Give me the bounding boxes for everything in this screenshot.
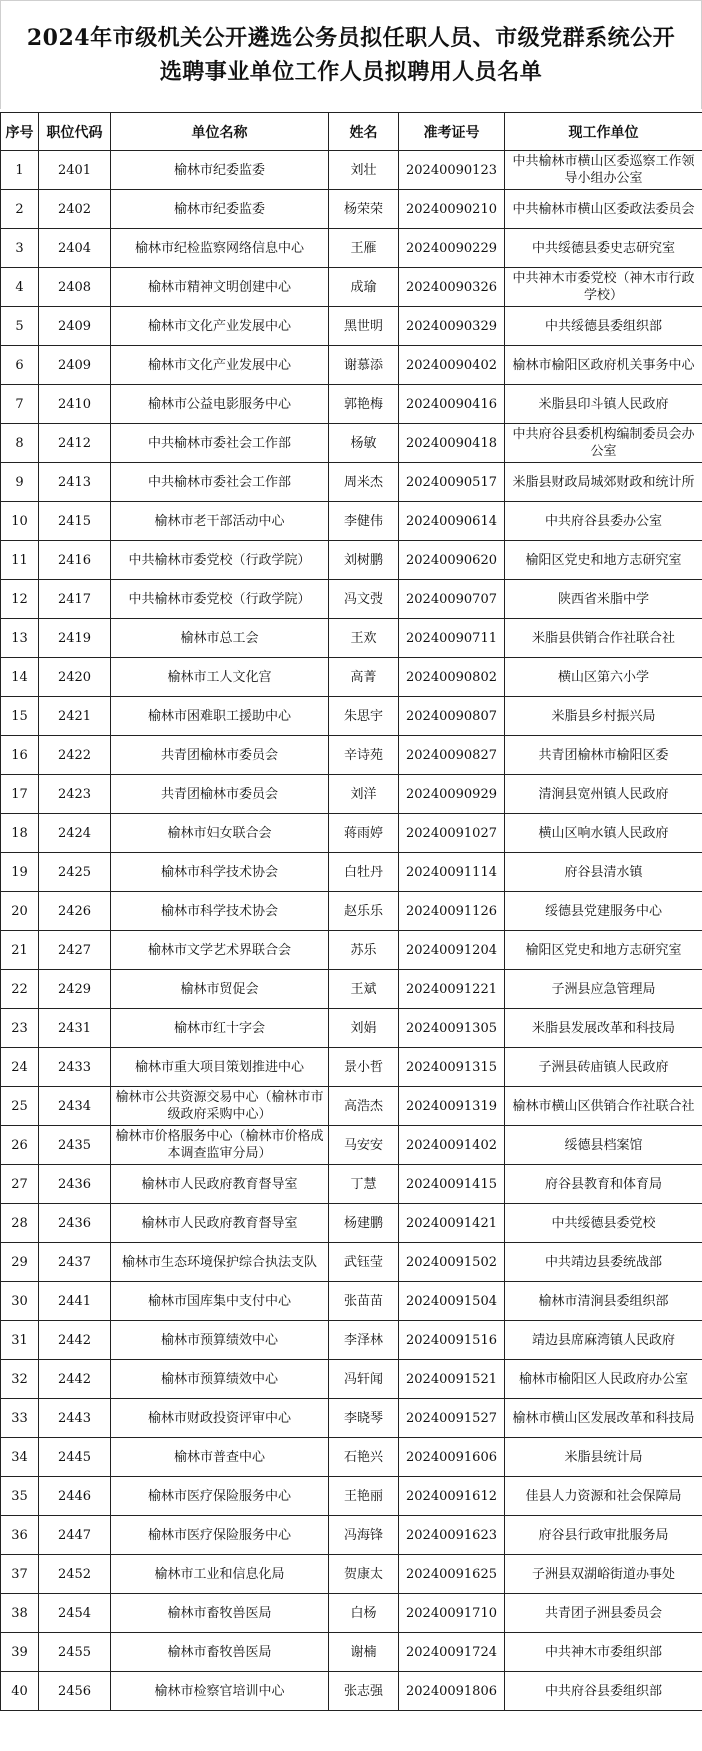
cell-position-code: 2445 [39,1438,111,1477]
cell-unit-name: 榆林市纪检监察网络信息中心 [111,229,329,268]
table-row [1,1516,702,1555]
cell-index: 10 [1,502,39,541]
cell-exam-number: 20240090929 [399,775,505,814]
header-unit-name: 单位名称 [111,113,329,151]
cell-unit-name: 榆林市文化产业发展中心 [111,346,329,385]
cell-position-code: 2436 [39,1165,111,1204]
table-row [1,1243,702,1282]
table-row [1,1126,702,1165]
cell-exam-number: 20240090229 [399,229,505,268]
cell-current-workplace: 中共府谷县委组织部 [505,1672,702,1711]
cell-exam-number: 20240090326 [399,268,505,307]
cell-index: 5 [1,307,39,346]
cell-exam-number: 20240090711 [399,619,505,658]
cell-index: 30 [1,1282,39,1321]
cell-person-name: 白牡丹 [329,853,399,892]
cell-person-name: 李泽林 [329,1321,399,1360]
table-row [1,346,702,385]
cell-index: 17 [1,775,39,814]
table-row [1,1399,702,1438]
cell-current-workplace: 米脂县发展改革和科技局 [505,1009,702,1048]
table-row [1,1165,702,1204]
table-row [1,190,702,229]
table-row [1,1321,702,1360]
table-row [1,1282,702,1321]
cell-position-code: 2410 [39,385,111,424]
cell-person-name: 杨建鹏 [329,1204,399,1243]
cell-unit-name: 中共榆林市委社会工作部 [111,463,329,502]
table-row [1,1594,702,1633]
cell-exam-number: 20240091402 [399,1126,505,1165]
cell-index: 26 [1,1126,39,1165]
cell-current-workplace: 中共绥德县委组织部 [505,307,702,346]
cell-index: 25 [1,1087,39,1126]
cell-position-code: 2420 [39,658,111,697]
cell-unit-name: 榆林市文化产业发展中心 [111,307,329,346]
cell-index: 35 [1,1477,39,1516]
cell-position-code: 2412 [39,424,111,463]
cell-current-workplace: 米脂县印斗镇人民政府 [505,385,702,424]
cell-person-name: 冯轩闻 [329,1360,399,1399]
cell-exam-number: 20240091027 [399,814,505,853]
cell-position-code: 2413 [39,463,111,502]
cell-position-code: 2434 [39,1087,111,1126]
cell-person-name: 朱思宇 [329,697,399,736]
cell-exam-number: 20240090707 [399,580,505,619]
cell-current-workplace: 中共府谷县委办公室 [505,502,702,541]
cell-index: 34 [1,1438,39,1477]
cell-index: 6 [1,346,39,385]
cell-person-name: 黑世明 [329,307,399,346]
cell-exam-number: 20240091806 [399,1672,505,1711]
cell-unit-name: 榆林市文学艺术界联合会 [111,931,329,970]
table-row [1,1048,702,1087]
cell-person-name: 高菁 [329,658,399,697]
cell-index: 7 [1,385,39,424]
cell-unit-name: 榆林市检察官培训中心 [111,1672,329,1711]
cell-unit-name: 榆林市公共资源交易中心（榆林市市级政府采购中心） [111,1087,329,1126]
table-row [1,151,702,190]
cell-unit-name: 榆林市价格服务中心（榆林市价格成本调查监审分局） [111,1126,329,1165]
cell-exam-number: 20240091516 [399,1321,505,1360]
cell-exam-number: 20240090802 [399,658,505,697]
cell-person-name: 高浩杰 [329,1087,399,1126]
cell-exam-number: 20240090329 [399,307,505,346]
cell-exam-number: 20240090807 [399,697,505,736]
cell-unit-name: 榆林市重大项目策划推进中心 [111,1048,329,1087]
header-index: 序号 [1,113,39,151]
cell-current-workplace: 榆阳区党史和地方志研究室 [505,931,702,970]
table-row [1,853,702,892]
cell-person-name: 冯海锋 [329,1516,399,1555]
cell-unit-name: 榆林市人民政府教育督导室 [111,1165,329,1204]
cell-position-code: 2442 [39,1360,111,1399]
table-row [1,1555,702,1594]
cell-index: 4 [1,268,39,307]
cell-current-workplace: 府谷县清水镇 [505,853,702,892]
cell-current-workplace: 靖边县席麻湾镇人民政府 [505,1321,702,1360]
cell-person-name: 石艳兴 [329,1438,399,1477]
cell-unit-name: 榆林市妇女联合会 [111,814,329,853]
cell-current-workplace: 共青团榆林市榆阳区委 [505,736,702,775]
table-row [1,814,702,853]
title-line-2: 选聘事业单位工作人员拟聘用人员名单 [159,59,543,85]
cell-person-name: 刘洋 [329,775,399,814]
cell-index: 22 [1,970,39,1009]
cell-exam-number: 20240091315 [399,1048,505,1087]
cell-index: 38 [1,1594,39,1633]
cell-current-workplace: 府谷县教育和体育局 [505,1165,702,1204]
cell-unit-name: 榆林市医疗保险服务中心 [111,1477,329,1516]
cell-exam-number: 20240090614 [399,502,505,541]
cell-unit-name: 榆林市人民政府教育督导室 [111,1204,329,1243]
cell-current-workplace: 米脂县供销合作社联合社 [505,619,702,658]
cell-position-code: 2409 [39,307,111,346]
cell-unit-name: 榆林市工业和信息化局 [111,1555,329,1594]
cell-exam-number: 20240090827 [399,736,505,775]
cell-index: 14 [1,658,39,697]
header-current-workplace: 现工作单位 [505,113,702,151]
cell-person-name: 谢楠 [329,1633,399,1672]
cell-current-workplace: 榆林市横山区发展改革和科技局 [505,1399,702,1438]
cell-unit-name: 榆林市科学技术协会 [111,892,329,931]
cell-position-code: 2456 [39,1672,111,1711]
cell-position-code: 2447 [39,1516,111,1555]
cell-index: 11 [1,541,39,580]
cell-unit-name: 榆林市精神文明创建中心 [111,268,329,307]
cell-position-code: 2424 [39,814,111,853]
cell-current-workplace: 绥德县党建服务中心 [505,892,702,931]
cell-exam-number: 20240091305 [399,1009,505,1048]
cell-index: 24 [1,1048,39,1087]
cell-unit-name: 榆林市预算绩效中心 [111,1321,329,1360]
cell-unit-name: 中共榆林市委党校（行政学院） [111,541,329,580]
cell-position-code: 2416 [39,541,111,580]
cell-position-code: 2408 [39,268,111,307]
table-row [1,1360,702,1399]
cell-exam-number: 20240091710 [399,1594,505,1633]
cell-current-workplace: 共青团子洲县委员会 [505,1594,702,1633]
cell-index: 2 [1,190,39,229]
cell-unit-name: 榆林市老干部活动中心 [111,502,329,541]
cell-position-code: 2409 [39,346,111,385]
cell-exam-number: 20240091415 [399,1165,505,1204]
cell-index: 13 [1,619,39,658]
title-line-1: 2024年市级机关公开遴选公务员拟任职人员、市级党群系统公开 [26,25,676,51]
table-row [1,970,702,1009]
cell-exam-number: 20240091204 [399,931,505,970]
cell-exam-number: 20240090517 [399,463,505,502]
cell-position-code: 2402 [39,190,111,229]
cell-position-code: 2425 [39,853,111,892]
table-header-row [1,113,702,151]
table-row [1,424,702,463]
cell-index: 37 [1,1555,39,1594]
cell-position-code: 2404 [39,229,111,268]
cell-current-workplace: 中共神木市委党校（神木市行政学校） [505,268,702,307]
cell-unit-name: 共青团榆林市委员会 [111,775,329,814]
cell-unit-name: 榆林市红十字会 [111,1009,329,1048]
cell-position-code: 2436 [39,1204,111,1243]
cell-unit-name: 共青团榆林市委员会 [111,736,329,775]
cell-index: 1 [1,151,39,190]
cell-position-code: 2441 [39,1282,111,1321]
cell-person-name: 张志强 [329,1672,399,1711]
cell-index: 15 [1,697,39,736]
cell-position-code: 2455 [39,1633,111,1672]
cell-index: 32 [1,1360,39,1399]
cell-unit-name: 榆林市生态环境保护综合执法支队 [111,1243,329,1282]
cell-unit-name: 榆林市工人文化宫 [111,658,329,697]
cell-person-name: 刘树鹏 [329,541,399,580]
cell-index: 33 [1,1399,39,1438]
cell-exam-number: 20240091502 [399,1243,505,1282]
cell-person-name: 王艳丽 [329,1477,399,1516]
cell-current-workplace: 陕西省米脂中学 [505,580,702,619]
cell-position-code: 2437 [39,1243,111,1282]
cell-position-code: 2415 [39,502,111,541]
cell-position-code: 2452 [39,1555,111,1594]
cell-unit-name: 榆林市普查中心 [111,1438,329,1477]
cell-position-code: 2442 [39,1321,111,1360]
cell-current-workplace: 米脂县财政局城郊财政和统计所 [505,463,702,502]
cell-current-workplace: 清涧县宽州镇人民政府 [505,775,702,814]
cell-position-code: 2446 [39,1477,111,1516]
cell-current-workplace: 中共榆林市横山区委政法委员会 [505,190,702,229]
cell-index: 20 [1,892,39,931]
cell-person-name: 王雁 [329,229,399,268]
cell-person-name: 杨敏 [329,424,399,463]
cell-index: 19 [1,853,39,892]
cell-position-code: 2454 [39,1594,111,1633]
cell-exam-number: 20240091612 [399,1477,505,1516]
table-row [1,1438,702,1477]
cell-current-workplace: 米脂县统计局 [505,1438,702,1477]
cell-exam-number: 20240090123 [399,151,505,190]
table-row [1,229,702,268]
cell-current-workplace: 中共靖边县委统战部 [505,1243,702,1282]
cell-person-name: 郭艳梅 [329,385,399,424]
cell-position-code: 2443 [39,1399,111,1438]
cell-current-workplace: 横山区第六小学 [505,658,702,697]
table-row [1,931,702,970]
cell-exam-number: 20240091114 [399,853,505,892]
cell-unit-name: 榆林市贸促会 [111,970,329,1009]
cell-person-name: 贺康太 [329,1555,399,1594]
cell-unit-name: 榆林市公益电影服务中心 [111,385,329,424]
cell-current-workplace: 榆阳区党史和地方志研究室 [505,541,702,580]
cell-current-workplace: 府谷县行政审批服务局 [505,1516,702,1555]
cell-position-code: 2417 [39,580,111,619]
cell-position-code: 2423 [39,775,111,814]
cell-unit-name: 榆林市科学技术协会 [111,853,329,892]
cell-index: 27 [1,1165,39,1204]
cell-position-code: 2431 [39,1009,111,1048]
cell-unit-name: 榆林市总工会 [111,619,329,658]
cell-person-name: 王欢 [329,619,399,658]
cell-position-code: 2419 [39,619,111,658]
cell-index: 28 [1,1204,39,1243]
cell-current-workplace: 子洲县双湖峪街道办事处 [505,1555,702,1594]
cell-exam-number: 20240091623 [399,1516,505,1555]
cell-index: 31 [1,1321,39,1360]
cell-person-name: 王斌 [329,970,399,1009]
cell-person-name: 武钰莹 [329,1243,399,1282]
cell-exam-number: 20240090210 [399,190,505,229]
cell-exam-number: 20240091606 [399,1438,505,1477]
cell-index: 9 [1,463,39,502]
cell-position-code: 2429 [39,970,111,1009]
cell-exam-number: 20240091319 [399,1087,505,1126]
cell-person-name: 辛诗苑 [329,736,399,775]
cell-index: 36 [1,1516,39,1555]
cell-current-workplace: 榆林市榆阳区政府机关事务中心 [505,346,702,385]
table-row [1,541,702,580]
cell-person-name: 成瑜 [329,268,399,307]
cell-exam-number: 20240091221 [399,970,505,1009]
cell-person-name: 李健伟 [329,502,399,541]
table-body [1,151,702,1711]
table-row [1,619,702,658]
cell-position-code: 2422 [39,736,111,775]
cell-person-name: 蒋雨婷 [329,814,399,853]
cell-unit-name: 中共榆林市委社会工作部 [111,424,329,463]
cell-exam-number: 20240090402 [399,346,505,385]
cell-person-name: 刘壮 [329,151,399,190]
cell-current-workplace: 中共府谷县委机构编制委员会办公室 [505,424,702,463]
cell-current-workplace: 子洲县应急管理局 [505,970,702,1009]
cell-person-name: 苏乐 [329,931,399,970]
cell-exam-number: 20240091527 [399,1399,505,1438]
cell-position-code: 2427 [39,931,111,970]
table-row [1,385,702,424]
table-row [1,1204,702,1243]
cell-person-name: 谢慕添 [329,346,399,385]
header-exam-number: 准考证号 [399,113,505,151]
cell-unit-name: 榆林市国库集中支付中心 [111,1282,329,1321]
header-position-code: 职位代码 [39,113,111,151]
cell-unit-name: 榆林市财政投资评审中心 [111,1399,329,1438]
cell-position-code: 2433 [39,1048,111,1087]
cell-person-name: 冯文弢 [329,580,399,619]
cell-person-name: 景小哲 [329,1048,399,1087]
cell-exam-number: 20240091724 [399,1633,505,1672]
cell-unit-name: 榆林市纪委监委 [111,190,329,229]
cell-index: 18 [1,814,39,853]
cell-current-workplace: 榆林市清涧县委组织部 [505,1282,702,1321]
cell-unit-name: 榆林市困难职工援助中心 [111,697,329,736]
cell-unit-name: 榆林市医疗保险服务中心 [111,1516,329,1555]
table-row [1,658,702,697]
table-row [1,1633,702,1672]
cell-exam-number: 20240090418 [399,424,505,463]
cell-exam-number: 20240090416 [399,385,505,424]
cell-person-name: 张苗苗 [329,1282,399,1321]
cell-unit-name: 中共榆林市委党校（行政学院） [111,580,329,619]
cell-position-code: 2426 [39,892,111,931]
cell-person-name: 杨荣荣 [329,190,399,229]
cell-person-name: 刘娟 [329,1009,399,1048]
cell-person-name: 丁慧 [329,1165,399,1204]
header-person-name: 姓名 [329,113,399,151]
cell-index: 29 [1,1243,39,1282]
table-row [1,1477,702,1516]
cell-index: 39 [1,1633,39,1672]
cell-person-name: 李晓琴 [329,1399,399,1438]
table-row [1,1087,702,1126]
table-row [1,1009,702,1048]
table-row [1,1672,702,1711]
cell-index: 3 [1,229,39,268]
cell-current-workplace: 中共绥德县委党校 [505,1204,702,1243]
cell-current-workplace: 榆林市榆阳区人民政府办公室 [505,1360,702,1399]
cell-position-code: 2401 [39,151,111,190]
cell-current-workplace: 横山区响水镇人民政府 [505,814,702,853]
cell-unit-name: 榆林市预算绩效中心 [111,1360,329,1399]
table-row [1,580,702,619]
table-row [1,892,702,931]
cell-current-workplace: 佳县人力资源和社会保障局 [505,1477,702,1516]
table-row [1,307,702,346]
cell-exam-number: 20240090620 [399,541,505,580]
cell-current-workplace: 中共神木市委组织部 [505,1633,702,1672]
cell-unit-name: 榆林市纪委监委 [111,151,329,190]
cell-exam-number: 20240091521 [399,1360,505,1399]
cell-current-workplace: 榆林市横山区供销合作社联合社 [505,1087,702,1126]
cell-person-name: 周米杰 [329,463,399,502]
cell-current-workplace: 绥德县档案馆 [505,1126,702,1165]
table-row [1,775,702,814]
cell-index: 21 [1,931,39,970]
personnel-table [0,112,702,1711]
cell-position-code: 2421 [39,697,111,736]
cell-index: 16 [1,736,39,775]
cell-current-workplace: 中共绥德县委史志研究室 [505,229,702,268]
cell-index: 8 [1,424,39,463]
table-row [1,736,702,775]
cell-index: 12 [1,580,39,619]
cell-position-code: 2435 [39,1126,111,1165]
table-row [1,268,702,307]
document-title [0,0,702,109]
cell-exam-number: 20240091421 [399,1204,505,1243]
cell-exam-number: 20240091504 [399,1282,505,1321]
table-row [1,697,702,736]
cell-index: 23 [1,1009,39,1048]
table-row [1,463,702,502]
table-row [1,502,702,541]
cell-current-workplace: 子洲县砖庙镇人民政府 [505,1048,702,1087]
cell-current-workplace: 中共榆林市横山区委巡察工作领导小组办公室 [505,151,702,190]
cell-exam-number: 20240091126 [399,892,505,931]
cell-current-workplace: 米脂县乡村振兴局 [505,697,702,736]
cell-unit-name: 榆林市畜牧兽医局 [111,1594,329,1633]
cell-person-name: 白杨 [329,1594,399,1633]
cell-person-name: 马安安 [329,1126,399,1165]
cell-index: 40 [1,1672,39,1711]
cell-exam-number: 20240091625 [399,1555,505,1594]
cell-unit-name: 榆林市畜牧兽医局 [111,1633,329,1672]
cell-person-name: 赵乐乐 [329,892,399,931]
